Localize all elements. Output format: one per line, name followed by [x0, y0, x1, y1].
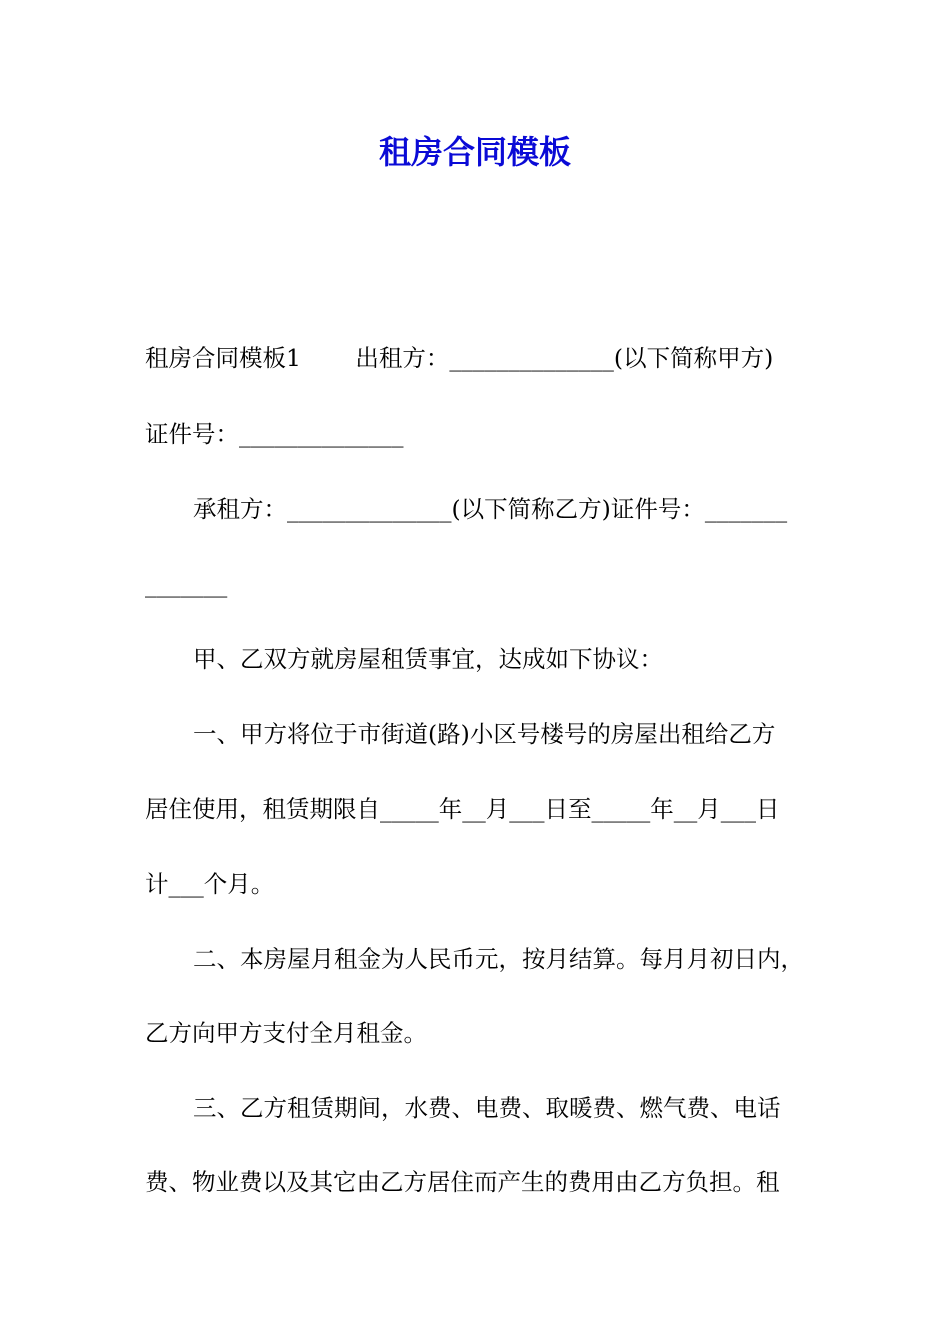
contract-line-lessor: 租房合同模板1 出租方：______________(以下简称甲方)	[145, 344, 774, 372]
contract-line-agreement-intro: 甲、乙双方就房屋租赁事宜，达成如下协议：	[193, 645, 663, 673]
document-title: 租房合同模板	[378, 133, 571, 171]
contract-clause-1-line-3: 计___个月。	[145, 870, 275, 898]
contract-clause-1-line-2: 居住使用，租赁期限自_____年__月___日至_____年__月___日	[145, 795, 780, 823]
contract-clause-2-line-1: 二、本房屋月租金为人民币元，按月结算。每月月初日内，	[193, 945, 804, 973]
contract-line-lessee: 承租方：______________(以下简称乙方)证件号：_______	[193, 495, 788, 523]
contract-line-lessee-id-cont: _______	[145, 570, 228, 598]
contract-clause-3-line-1: 三、乙方租赁期间，水费、电费、取暖费、燃气费、电话	[193, 1094, 781, 1122]
contract-clause-2-line-2: 乙方向甲方支付全月租金。	[145, 1019, 427, 1047]
contract-clause-1-line-1: 一、甲方将位于市街道(路)小区号楼号的房屋出租给乙方	[193, 720, 776, 748]
contract-clause-3-line-2: 费、物业费以及其它由乙方居住而产生的费用由乙方负担。租	[145, 1168, 780, 1196]
contract-line-lessor-id: 证件号：______________	[145, 420, 404, 448]
